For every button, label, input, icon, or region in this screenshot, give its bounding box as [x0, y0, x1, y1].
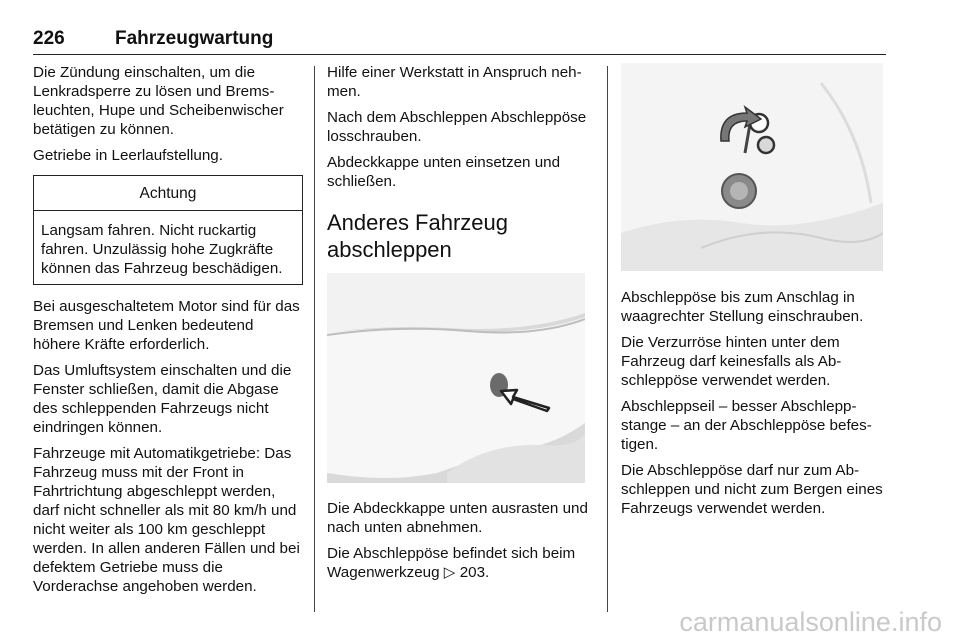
paragraph-automatic: Fahrzeuge mit Automatikgetriebe: Das Fahrzeug muss mit der Front in Fahrtrichtung abgeschleppt werden, darf nicht schneller als mit 80 km/h und nicht weiter als 100 km geschleppt werden. In allen anderen Fällen und bei defektem Getriebe muss die Vorderachse angehoben werden.	[33, 445, 300, 595]
section-title: Anderes Fahrzeug abschleppen	[327, 210, 508, 262]
paragraph-tow-rope: Abschleppseil – besser Abschleppstange – an der Abschleppöse befestigen.	[621, 398, 872, 453]
warning-box	[33, 175, 303, 285]
paragraph-neutral: Getriebe in Leerlaufstellung.	[33, 147, 223, 164]
chapter-title: Fahrzeugwartung	[115, 28, 274, 49]
paragraph-workshop: Hilfe einer Werkstatt in Anspruch nehmen.	[327, 64, 582, 100]
warning-title: Achtung	[34, 176, 302, 211]
paragraph-cover-insert: Abdeckkappe unten einsetzen und schließen.	[327, 154, 561, 190]
paragraph-lashing-eye: Die Verzurröse hinten unter dem Fahrzeug darf keinesfalls als Abschleppöse verwendet werden.	[621, 334, 842, 389]
towing-eye-illustration	[621, 63, 883, 271]
paragraph-recirculation: Das Umluftsystem einschalten und die Fenster schließen, damit die Abgase des schleppenden Fahrzeugs nicht eindringen können.	[33, 362, 292, 436]
paragraph-ignition: Die Zündung einschalten, um die Lenkradsperre zu lösen und Bremsleuchten, Hupe und Scheibenwischer betätigen zu können.	[33, 64, 284, 138]
page-reference[interactable]: 203.	[459, 564, 490, 581]
column-2	[327, 63, 595, 589]
column-3	[621, 63, 889, 525]
page-header	[33, 28, 886, 55]
page-reference-arrow-icon: ▷	[443, 564, 456, 581]
paragraph-screw-in: Abschleppöse bis zum Anschlag in waagrechter Stellung einschrauben.	[621, 289, 864, 325]
eye-location-text: Die Abschleppöse befindet sich beim Wagenwerkzeug	[327, 545, 576, 581]
column-divider-2	[607, 66, 608, 612]
page-number: 226	[33, 28, 65, 49]
paragraph-engine-off: Bei ausgeschaltetem Motor sind für das Bremsen und Lenken bedeutend höhere Kräfte erforderlich.	[33, 298, 300, 353]
column-1	[33, 63, 303, 603]
column-divider-1	[314, 66, 315, 612]
paragraph-unscrew: Nach dem Abschleppen Abschleppöse losschrauben.	[327, 109, 587, 145]
paragraph-towing-only: Die Abschleppöse darf nur zum Abschleppen und nicht zum Bergen eines Fahrzeugs verwendet werden.	[621, 462, 883, 517]
warning-text: Langsam fahren. Nicht ruckartig fahren. Unzulässig hohe Zugkräfte können das Fahrzeug beschädigen.	[41, 222, 283, 277]
paragraph-eye-location	[327, 544, 595, 582]
paragraph-remove-cover: Die Abdeckkappe unten ausrasten und nach unten abnehmen.	[327, 500, 588, 536]
bumper-cover-illustration	[327, 273, 585, 483]
watermark: carmanualsonline.info	[679, 607, 942, 637]
